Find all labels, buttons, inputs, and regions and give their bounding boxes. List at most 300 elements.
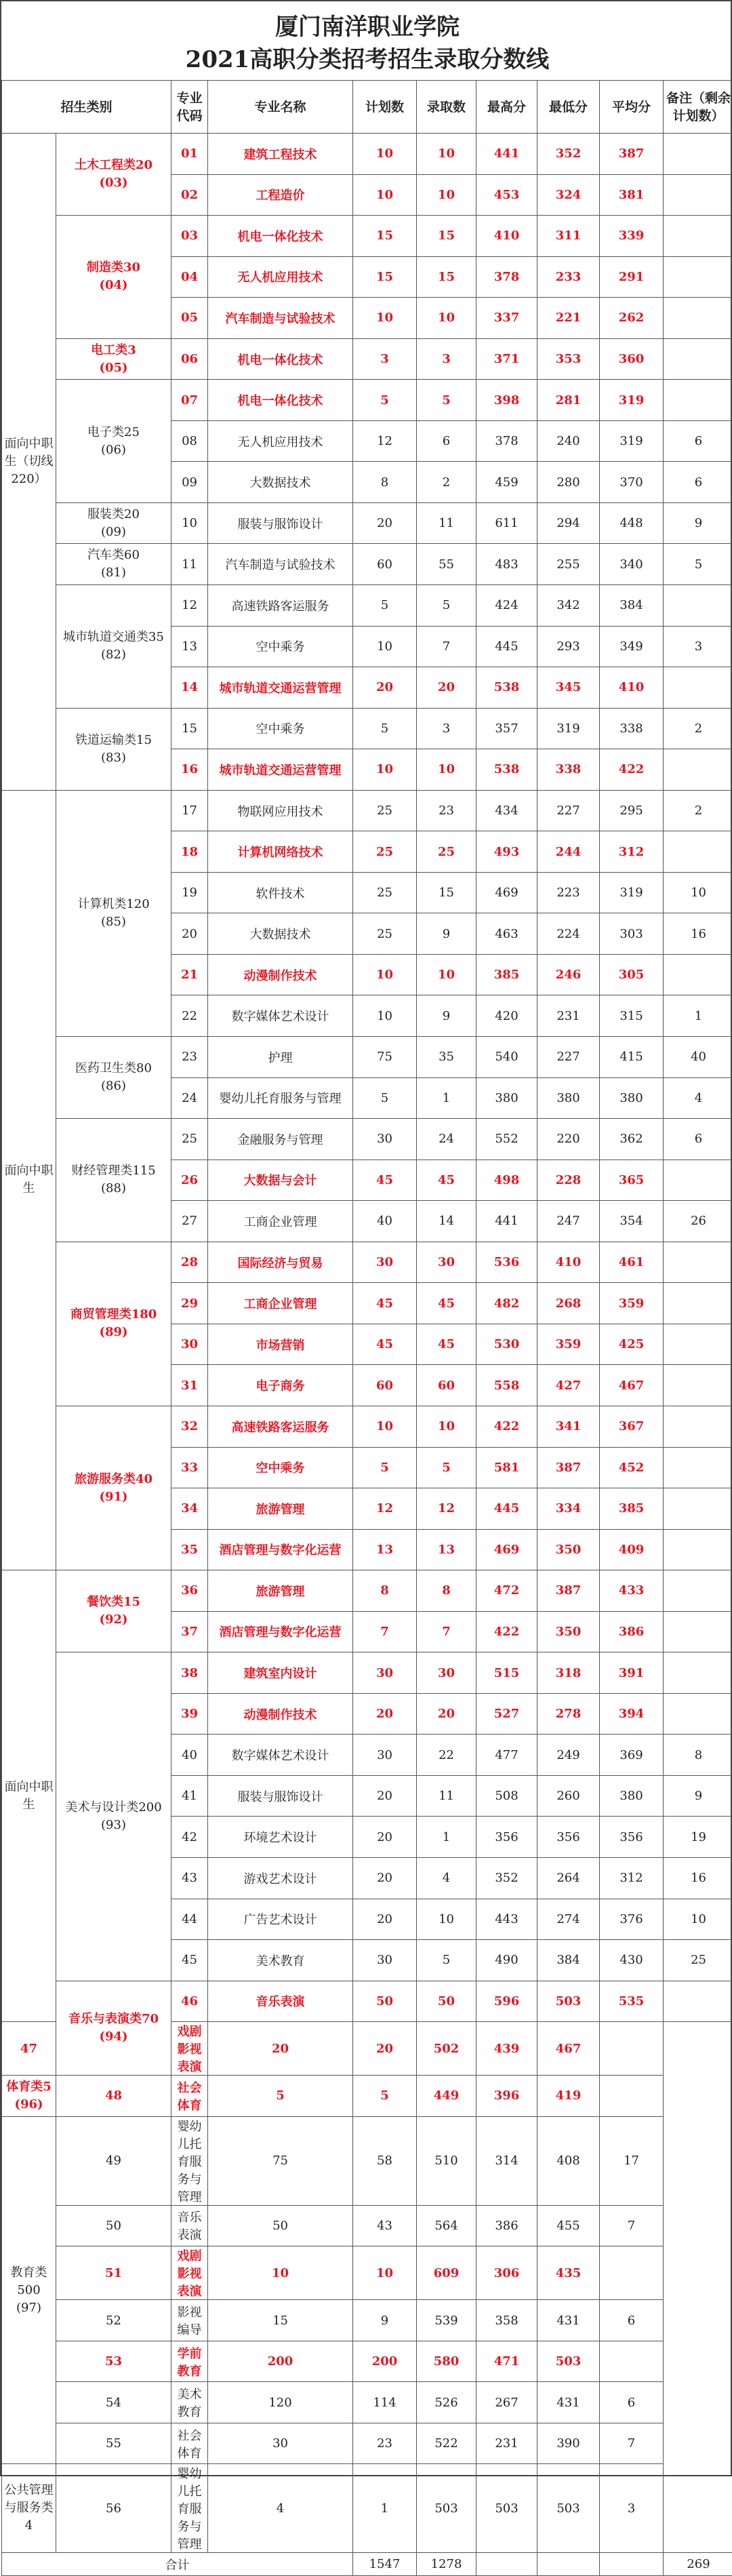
score-table	[1, 80, 732, 2576]
cell-min: 231	[476, 2423, 537, 2464]
cell-note: 9	[664, 502, 732, 544]
cell-major: 婴幼儿托育服务与管理	[208, 1077, 353, 1119]
cell-note: 16	[664, 1857, 732, 1899]
cell-avg: 305	[600, 954, 664, 995]
cell-plan: 12	[353, 1488, 417, 1530]
cell-max: 378	[476, 256, 537, 298]
cell-major: 无人机应用技术	[208, 420, 353, 462]
cell-note	[664, 1242, 732, 1283]
header-major: 专业名称	[208, 81, 353, 134]
cell-major: 动漫制作技术	[208, 954, 353, 995]
category-cell	[56, 585, 171, 709]
cell-admit: 24	[417, 1119, 476, 1160]
cell-admit: 1	[417, 1077, 476, 1119]
cell-plan: 45	[353, 1160, 417, 1201]
category-cell	[56, 502, 171, 544]
category-code: (05)	[58, 359, 169, 377]
cell-admit: 9	[417, 913, 476, 955]
cell-code: 19	[171, 872, 208, 913]
cell-plan: 30	[353, 1242, 417, 1283]
cell-plan: 10	[353, 174, 417, 216]
cell-admit: 7	[417, 1611, 476, 1652]
cell-max: 337	[476, 298, 537, 339]
cell-max: 498	[476, 1160, 537, 1201]
cell-code: 17	[171, 790, 208, 831]
header-admit: 录取数	[417, 81, 476, 134]
category-name: 旅游服务类40	[58, 1471, 169, 1488]
cell-min: 319	[537, 708, 600, 749]
cell-admit: 9	[353, 2300, 417, 2341]
cell-max: 449	[417, 2076, 476, 2117]
cell-admit: 23	[353, 2423, 417, 2464]
cell-avg: 319	[600, 420, 664, 462]
cell-code: 45	[171, 1940, 208, 1981]
cell-code: 06	[171, 338, 208, 380]
category-cell	[56, 790, 171, 1036]
cell-avg: 452	[600, 1447, 664, 1488]
section-label: 面向中职生	[2, 1570, 56, 2022]
table-row	[2, 1406, 732, 1447]
cell-major: 环境艺术设计	[208, 1817, 353, 1858]
cell-avg: 430	[600, 1940, 664, 1981]
cell-major: 广告艺术设计	[208, 1899, 353, 1940]
cell-max: 463	[476, 913, 537, 955]
cell-avg: 390	[537, 2423, 600, 2464]
cell-max: 398	[476, 380, 537, 421]
cell-plan: 5	[353, 1077, 417, 1119]
category-name: 餐饮类15	[58, 1593, 169, 1611]
cell-note: 3	[664, 626, 732, 667]
cell-note: 2	[664, 708, 732, 749]
cell-min: 341	[537, 1406, 600, 1447]
header-category: 招生类别	[2, 81, 171, 134]
cell-major: 国际经济与贸易	[208, 1242, 353, 1283]
header-max: 最高分	[476, 81, 537, 134]
category-code: (09)	[58, 523, 169, 541]
cell-major: 戏剧影视表演	[171, 2022, 208, 2076]
cell-min: 221	[537, 298, 600, 339]
table-row	[2, 585, 732, 627]
category-name: 美术与设计类200	[58, 1799, 169, 1817]
cell-code: 16	[171, 749, 208, 791]
cell-admit: 55	[417, 544, 476, 585]
cell-code: 42	[171, 1817, 208, 1858]
cell-code: 28	[171, 1242, 208, 1283]
cell-admit: 15	[417, 216, 476, 257]
cell-code: 03	[171, 216, 208, 257]
cell-avg: 391	[600, 1652, 664, 1694]
category-cell	[2, 2116, 56, 2464]
cell-major: 金融服务与管理	[208, 1119, 353, 1160]
category-name: 财经管理类115	[58, 1162, 169, 1180]
cell-note: 7	[600, 2423, 664, 2464]
cell-min: 356	[537, 1817, 600, 1858]
cell-min: 311	[537, 216, 600, 257]
table-row	[2, 380, 732, 421]
category-cell	[56, 544, 171, 585]
cell-avg: 422	[600, 749, 664, 791]
cell-admit: 4	[417, 1857, 476, 1899]
cell-code: 09	[171, 462, 208, 503]
cell-avg: 365	[600, 1160, 664, 1201]
category-cell	[56, 380, 171, 503]
cell-major: 建筑工程技术	[208, 134, 353, 175]
cell-avg: 370	[600, 462, 664, 503]
cell-note: 1	[664, 995, 732, 1037]
cell-avg: 433	[600, 1570, 664, 1612]
cell-note: 6	[600, 2382, 664, 2423]
cell-plan: 20	[353, 1817, 417, 1858]
cell-major: 城市轨道交通运营管理	[208, 667, 353, 709]
cell-max: 530	[476, 1324, 537, 1365]
cell-major: 社会体育	[171, 2423, 208, 2464]
cell-min: 240	[537, 420, 600, 462]
cell-plan: 7	[353, 1611, 417, 1652]
category-name: 计算机类120	[58, 896, 169, 913]
cell-plan: 5	[353, 1447, 417, 1488]
cell-code: 35	[171, 1529, 208, 1570]
cell-min: 280	[537, 462, 600, 503]
cell-note	[664, 1981, 732, 2022]
category-name: 公共管理与服务类4	[3, 2482, 54, 2535]
cell-admit: 10	[417, 749, 476, 791]
cell-plan: 25	[353, 790, 417, 831]
cell-admit: 1	[417, 1817, 476, 1858]
cell-note	[600, 2341, 664, 2382]
cell-note	[664, 585, 732, 627]
cell-max: 564	[417, 2205, 476, 2246]
cell-admit: 8	[417, 1570, 476, 1612]
category-cell	[56, 708, 171, 790]
table-row	[2, 2205, 732, 2246]
cell-code: 34	[171, 1488, 208, 1530]
cell-code: 39	[171, 1693, 208, 1735]
cell-code: 37	[171, 1611, 208, 1652]
cell-avg: 319	[600, 872, 664, 913]
category-name: 电工类3	[58, 342, 169, 359]
cell-admit: 22	[417, 1735, 476, 1776]
cell-min: 380	[537, 1077, 600, 1119]
cell-major: 婴幼儿托育服务与管理	[171, 2464, 208, 2553]
cell-max: 515	[476, 1652, 537, 1694]
cell-max: 469	[476, 872, 537, 913]
cell-max: 508	[476, 1775, 537, 1817]
category-code: (81)	[58, 564, 169, 582]
cell-major: 城市轨道交通运营管理	[208, 749, 353, 791]
category-code: (89)	[58, 1324, 169, 1341]
cell-avg: 359	[600, 1283, 664, 1324]
category-code: (83)	[58, 749, 169, 767]
cell-admit: 45	[417, 1283, 476, 1324]
cell-major: 数字媒体艺术设计	[208, 995, 353, 1037]
cell-min: 318	[537, 1652, 600, 1694]
cell-note: 6	[664, 1119, 732, 1160]
cell-min: 220	[537, 1119, 600, 1160]
category-cell	[56, 1119, 171, 1242]
cell-note	[664, 1365, 732, 1406]
category-name: 音乐与表演类70	[58, 2010, 169, 2028]
total-row	[2, 2553, 732, 2576]
cell-max: 522	[417, 2423, 476, 2464]
cell-major: 物联网应用技术	[208, 790, 353, 831]
category-code: (97)	[3, 2299, 54, 2317]
cell-major: 汽车制造与试验技术	[208, 544, 353, 585]
cell-major: 工程造价	[208, 174, 353, 216]
category-name: 电子类25	[58, 424, 169, 441]
cell-note: 4	[664, 1077, 732, 1119]
cell-max: 611	[476, 502, 537, 544]
cell-note	[664, 1283, 732, 1324]
cell-major: 高速铁路客运服务	[208, 585, 353, 627]
category-code: (06)	[58, 441, 169, 459]
cell-min: 471	[476, 2341, 537, 2382]
cell-plan: 120	[208, 2382, 353, 2423]
cell-plan: 25	[353, 831, 417, 873]
cell-min: 410	[537, 1242, 600, 1283]
cell-max: 422	[476, 1406, 537, 1447]
cell-major: 影视编导	[171, 2300, 208, 2341]
category-code: (92)	[58, 1611, 169, 1629]
cell-min: 427	[537, 1365, 600, 1406]
table-row	[2, 502, 732, 544]
cell-note: 8	[664, 1735, 732, 1776]
cell-min: 294	[537, 502, 600, 544]
cell-min: 386	[476, 2205, 537, 2246]
cell-plan: 10	[353, 1406, 417, 1447]
cell-major: 机电一体化技术	[208, 216, 353, 257]
cell-code: 32	[171, 1406, 208, 1447]
cell-avg: 387	[600, 134, 664, 175]
cell-note: 3	[600, 2464, 664, 2553]
cell-note	[664, 1160, 732, 1201]
cell-major: 美术教育	[171, 2382, 208, 2423]
category-name: 汽车类60	[58, 547, 169, 564]
cell-code: 15	[171, 708, 208, 749]
cell-min: 439	[476, 2022, 537, 2076]
cell-avg: 381	[600, 174, 664, 216]
category-cell	[56, 1242, 171, 1406]
cell-code: 33	[171, 1447, 208, 1488]
category-code: (93)	[58, 1817, 169, 1834]
cell-admit: 25	[417, 831, 476, 873]
cell-note: 10	[664, 872, 732, 913]
cell-admit: 114	[353, 2382, 417, 2423]
cell-plan: 25	[353, 872, 417, 913]
cell-code: 46	[171, 1981, 208, 2022]
cell-avg: 384	[600, 585, 664, 627]
category-code: (88)	[58, 1180, 169, 1197]
cell-max: 445	[476, 626, 537, 667]
cell-major: 软件技术	[208, 872, 353, 913]
cell-max: 539	[417, 2300, 476, 2341]
cell-max: 482	[476, 1283, 537, 1324]
category-code: (04)	[58, 277, 169, 294]
section-label: 面向中职生（切线220）	[2, 134, 56, 791]
category-cell	[2, 2464, 56, 2553]
cell-plan: 20	[208, 2022, 353, 2076]
cell-code: 29	[171, 1283, 208, 1324]
cell-note	[664, 1324, 732, 1365]
cell-note	[664, 831, 732, 873]
cell-plan: 75	[208, 2116, 353, 2205]
table-row	[2, 2246, 732, 2300]
cell-code: 31	[171, 1365, 208, 1406]
cell-avg: 435	[537, 2246, 600, 2300]
cell-min: 387	[537, 1447, 600, 1488]
cell-note: 26	[664, 1201, 732, 1242]
cell-min: 384	[537, 1940, 600, 1981]
cell-admit: 10	[417, 298, 476, 339]
cell-min: 233	[537, 256, 600, 298]
cell-major: 学前教育	[171, 2341, 208, 2382]
cell-min: 324	[537, 174, 600, 216]
cell-note	[664, 667, 732, 709]
cell-max: 581	[476, 1447, 537, 1488]
cell-avg: 303	[600, 913, 664, 955]
cell-major: 汽车制造与试验技术	[208, 298, 353, 339]
cell-code: 18	[171, 831, 208, 873]
cell-major: 社会体育	[171, 2076, 208, 2117]
cell-max: 357	[476, 708, 537, 749]
table-row	[2, 2076, 732, 2117]
category-name: 教育类500	[3, 2264, 54, 2299]
cell-avg: 425	[600, 1324, 664, 1365]
cell-note: 6	[664, 462, 732, 503]
cell-min: 260	[537, 1775, 600, 1817]
cell-plan: 5	[353, 585, 417, 627]
cell-note	[600, 2246, 664, 2300]
cell-avg: 467	[537, 2022, 600, 2076]
cell-major: 音乐表演	[171, 2205, 208, 2246]
cell-max: 540	[476, 1037, 537, 1078]
cell-max: 443	[476, 1899, 537, 1940]
cell-admit: 13	[417, 1529, 476, 1570]
cell-max: 552	[476, 1119, 537, 1160]
cell-plan: 75	[353, 1037, 417, 1078]
header-code: 专业代码	[171, 81, 208, 134]
cell-plan: 10	[208, 2246, 353, 2300]
table-row	[2, 708, 732, 749]
cell-plan: 20	[353, 1775, 417, 1817]
cell-major: 工商企业管理	[208, 1283, 353, 1324]
cell-plan: 15	[353, 216, 417, 257]
cell-note: 17	[600, 2116, 664, 2205]
cell-plan: 30	[353, 1940, 417, 1981]
section-label: 面向中职生	[2, 790, 56, 1570]
cell-code: 25	[171, 1119, 208, 1160]
cell-code: 36	[171, 1570, 208, 1612]
category-cell	[56, 1652, 171, 1981]
cell-max: 609	[417, 2246, 476, 2300]
cell-max: 424	[476, 585, 537, 627]
cell-code: 41	[171, 1775, 208, 1817]
cell-major: 美术教育	[208, 1940, 353, 1981]
cell-max: 502	[417, 2022, 476, 2076]
cell-major: 动漫制作技术	[208, 1693, 353, 1735]
cell-min: 503	[476, 2464, 537, 2553]
cell-major: 空中乘务	[208, 1447, 353, 1488]
category-code: (96)	[3, 2096, 54, 2114]
cell-plan: 10	[353, 626, 417, 667]
cell-code: 14	[171, 667, 208, 709]
cell-code: 11	[171, 544, 208, 585]
category-cell	[56, 134, 171, 216]
cell-note	[600, 2076, 664, 2117]
cell-plan: 30	[353, 1652, 417, 1694]
cell-code: 56	[56, 2464, 171, 2553]
cell-admit: 30	[417, 1652, 476, 1694]
cell-code: 10	[171, 502, 208, 544]
table-row	[2, 134, 732, 175]
cell-code: 07	[171, 380, 208, 421]
cell-avg: 315	[600, 995, 664, 1037]
cell-major: 婴幼儿托育服务与管理	[171, 2116, 208, 2205]
cell-plan: 10	[353, 995, 417, 1037]
category-cell	[56, 1981, 171, 2076]
cell-max: 469	[476, 1529, 537, 1570]
cell-avg: 467	[600, 1365, 664, 1406]
school-title: 厦门南洋职业学院	[1, 8, 732, 41]
cell-admit: 11	[417, 502, 476, 544]
cell-min: 352	[537, 134, 600, 175]
cell-min: 255	[537, 544, 600, 585]
cell-note	[664, 298, 732, 339]
cell-max: 490	[476, 1940, 537, 1981]
cell-min: 268	[537, 1283, 600, 1324]
cell-note: 6	[664, 420, 732, 462]
cell-note: 10	[664, 1899, 732, 1940]
cell-code: 50	[56, 2205, 171, 2246]
cell-max: 503	[417, 2464, 476, 2553]
cell-code: 01	[171, 134, 208, 175]
cell-avg: 410	[600, 667, 664, 709]
cell-admit: 58	[353, 2116, 417, 2205]
cell-min: 223	[537, 872, 600, 913]
table-row	[2, 2341, 732, 2382]
cell-code: 21	[171, 954, 208, 995]
cell-plan: 10	[353, 954, 417, 995]
cell-major: 无人机应用技术	[208, 256, 353, 298]
cell-admit: 35	[417, 1037, 476, 1078]
cell-major: 护理	[208, 1037, 353, 1078]
cell-code: 26	[171, 1160, 208, 1201]
cell-admit: 5	[417, 585, 476, 627]
cell-admit: 10	[353, 2246, 417, 2300]
cell-note	[664, 338, 732, 380]
cell-plan: 200	[208, 2341, 353, 2382]
cell-note	[664, 1693, 732, 1735]
cell-code: 27	[171, 1201, 208, 1242]
category-cell	[2, 2076, 56, 2117]
cell-min: 353	[537, 338, 600, 380]
cell-min: 503	[537, 1981, 600, 2022]
category-name: 铁道运输类15	[58, 732, 169, 749]
cell-avg: 431	[537, 2300, 600, 2341]
cell-plan: 20	[353, 667, 417, 709]
cell-min: 293	[537, 626, 600, 667]
cell-min: 359	[537, 1324, 600, 1365]
cell-max: 477	[476, 1735, 537, 1776]
cell-min: 267	[476, 2382, 537, 2423]
cell-major: 服装与服饰设计	[208, 1775, 353, 1817]
cell-min: 244	[537, 831, 600, 873]
cell-major: 电子商务	[208, 1365, 353, 1406]
cell-plan: 50	[208, 2205, 353, 2246]
cell-admit: 2	[417, 462, 476, 503]
cell-code: 05	[171, 298, 208, 339]
cell-major: 戏剧影视表演	[171, 2246, 208, 2300]
cell-note	[664, 1447, 732, 1488]
